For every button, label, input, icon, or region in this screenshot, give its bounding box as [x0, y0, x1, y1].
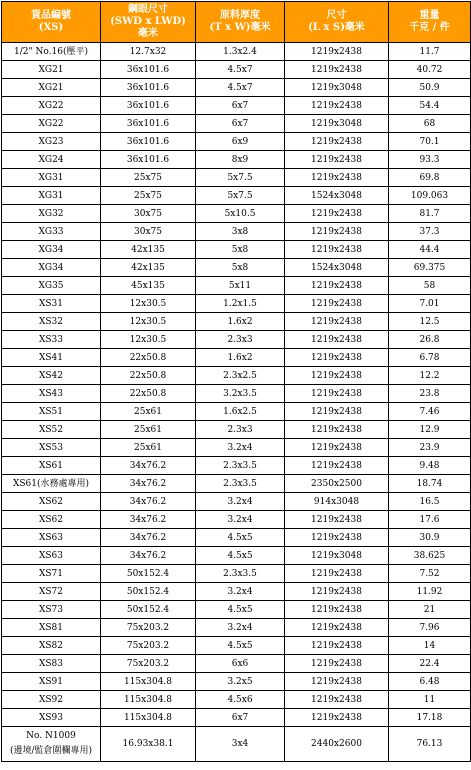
cell-weight: 69.375 — [389, 259, 471, 277]
cell-product-code: XS91 — [2, 673, 101, 691]
cell-mesh-size: 50x152.4 — [101, 565, 196, 583]
cell-mesh-size: 16.93x38.1 — [101, 727, 196, 762]
cell-mesh-size: 75x203.2 — [101, 637, 196, 655]
table-row — [2, 205, 471, 223]
cell-product-code: XS53 — [2, 439, 101, 457]
table-row — [2, 493, 471, 511]
cell-product-code: 1/2" No.16(壓平) — [2, 43, 101, 61]
header-line: 尺寸 — [326, 10, 347, 21]
product-spec-table — [1, 1, 471, 762]
cell-thickness: 4.5x6 — [196, 691, 285, 709]
cell-sheet-size: 1219x2438 — [285, 331, 389, 349]
cell-product-code: XS51 — [2, 403, 101, 421]
table-row — [2, 655, 471, 673]
table-row — [2, 259, 471, 277]
cell-weight: 23.8 — [389, 385, 471, 403]
cell-product-code: XS73 — [2, 601, 101, 619]
cell-thickness: 2.3x3 — [196, 331, 285, 349]
cell-product-code: XS31 — [2, 295, 101, 313]
table-row — [2, 673, 471, 691]
cell-weight: 12.5 — [389, 313, 471, 331]
cell-thickness: 3.2x4 — [196, 493, 285, 511]
cell-thickness: 5x8 — [196, 259, 285, 277]
cell-sheet-size: 1219x2438 — [285, 295, 389, 313]
cell-thickness: 1.6x2.5 — [196, 403, 285, 421]
cell-product-code: XS82 — [2, 637, 101, 655]
cell-sheet-size: 1219x2438 — [285, 313, 389, 331]
cell-mesh-size: 25x75 — [101, 187, 196, 205]
cell-product-code: XG34 — [2, 241, 101, 259]
cell-mesh-size: 22x50.8 — [101, 385, 196, 403]
table-row — [2, 637, 471, 655]
cell-product-code — [2, 727, 101, 762]
cell-thickness: 2.3x3.5 — [196, 475, 285, 493]
cell-thickness: 5x11 — [196, 277, 285, 295]
cell-sheet-size: 1219x2438 — [285, 673, 389, 691]
table-row — [2, 511, 471, 529]
table-row — [2, 187, 471, 205]
cell-sheet-size: 1219x2438 — [285, 457, 389, 475]
cell-sheet-size: 1219x2438 — [285, 439, 389, 457]
table-row — [2, 583, 471, 601]
cell-weight: 7.96 — [389, 619, 471, 637]
cell-thickness: 3.2x4 — [196, 511, 285, 529]
cell-thickness: 1.6x2 — [196, 313, 285, 331]
cell-product-code: XG31 — [2, 187, 101, 205]
cell-mesh-size: 30x75 — [101, 223, 196, 241]
cell-sheet-size: 1219x3048 — [285, 115, 389, 133]
table-row — [2, 691, 471, 709]
cell-thickness: 4.5x5 — [196, 637, 285, 655]
cell-mesh-size: 34x76.2 — [101, 493, 196, 511]
table-row — [2, 277, 471, 295]
header-line: 重量 — [419, 10, 440, 21]
cell-thickness: 5x8 — [196, 241, 285, 259]
cell-weight: 50.9 — [389, 79, 471, 97]
cell-sheet-size: 1219x3048 — [285, 547, 389, 565]
table-row — [2, 61, 471, 79]
cell-mesh-size: 25x75 — [101, 169, 196, 187]
table-row-last — [2, 727, 471, 762]
cell-product-code: XS61 — [2, 457, 101, 475]
cell-weight: 109.063 — [389, 187, 471, 205]
cell-weight: 58 — [389, 277, 471, 295]
cell-sheet-size: 1219x2438 — [285, 205, 389, 223]
cell-thickness: 5x7.5 — [196, 169, 285, 187]
cell-thickness: 8x9 — [196, 151, 285, 169]
cell-thickness: 3.2x5 — [196, 673, 285, 691]
cell-product-code: XS81 — [2, 619, 101, 637]
cell-sheet-size: 1219x2438 — [285, 619, 389, 637]
cell-thickness: 4.5x7 — [196, 79, 285, 97]
cell-sheet-size: 1219x2438 — [285, 385, 389, 403]
cell-mesh-size: 12x30.5 — [101, 295, 196, 313]
cell-sheet-size: 1219x2438 — [285, 403, 389, 421]
cell-thickness: 2.3x3.5 — [196, 565, 285, 583]
cell-product-code: XS92 — [2, 691, 101, 709]
cell-weight: 69.8 — [389, 169, 471, 187]
cell-weight: 76.13 — [389, 727, 471, 762]
header-line: 千克 / 件 — [409, 22, 450, 33]
cell-product-code: XS41 — [2, 349, 101, 367]
cell-weight: 11 — [389, 691, 471, 709]
cell-product-code: XG32 — [2, 205, 101, 223]
cell-mesh-size: 36x101.6 — [101, 79, 196, 97]
cell-mesh-size: 30x75 — [101, 205, 196, 223]
cell-product-code: XS63 — [2, 529, 101, 547]
cell-product-code: XG21 — [2, 79, 101, 97]
cell-mesh-size: 12x30.5 — [101, 331, 196, 349]
cell-sheet-size: 1219x2438 — [285, 223, 389, 241]
cell-product-code: XS32 — [2, 313, 101, 331]
cell-mesh-size: 36x101.6 — [101, 115, 196, 133]
cell-mesh-size: 34x76.2 — [101, 529, 196, 547]
cell-sheet-size: 1219x2438 — [285, 655, 389, 673]
cell-mesh-size: 22x50.8 — [101, 349, 196, 367]
cell-sheet-size: 2350x2500 — [285, 475, 389, 493]
cell-product-code: XS83 — [2, 655, 101, 673]
cell-thickness: 5x10.5 — [196, 205, 285, 223]
cell-sheet-size: 1219x2438 — [285, 583, 389, 601]
cell-thickness: 6x7 — [196, 709, 285, 727]
cell-product-code: XS62 — [2, 493, 101, 511]
cell-mesh-size: 115x304.8 — [101, 673, 196, 691]
cell-thickness: 5x7.5 — [196, 187, 285, 205]
table-row — [2, 475, 471, 493]
cell-sheet-size: 1219x2438 — [285, 169, 389, 187]
cell-weight: 21 — [389, 601, 471, 619]
cell-thickness: 1.2x1.5 — [196, 295, 285, 313]
cell-mesh-size: 50x152.4 — [101, 583, 196, 601]
cell-sheet-size: 1219x2438 — [285, 601, 389, 619]
table-row — [2, 547, 471, 565]
header-line: 原料厚度 — [220, 10, 260, 21]
cell-mesh-size: 42x135 — [101, 259, 196, 277]
cell-mesh-size: 12x30.5 — [101, 313, 196, 331]
cell-line: No. N1009 — [26, 731, 76, 741]
header-line: 毫米 — [138, 28, 158, 39]
table-row — [2, 367, 471, 385]
cell-thickness: 1.3x2.4 — [196, 43, 285, 61]
cell-weight: 54.4 — [389, 97, 471, 115]
cell-weight: 12.9 — [389, 421, 471, 439]
cell-thickness: 3.2x3.5 — [196, 385, 285, 403]
cell-thickness: 2.3x3.5 — [196, 457, 285, 475]
cell-weight: 22.4 — [389, 655, 471, 673]
cell-mesh-size: 75x203.2 — [101, 655, 196, 673]
cell-weight: 7.52 — [389, 565, 471, 583]
cell-weight: 6.48 — [389, 673, 471, 691]
cell-product-code: XG22 — [2, 115, 101, 133]
table-row — [2, 79, 471, 97]
cell-weight: 81.7 — [389, 205, 471, 223]
cell-weight: 18.74 — [389, 475, 471, 493]
table-body — [2, 43, 471, 762]
table-row — [2, 565, 471, 583]
cell-mesh-size: 36x101.6 — [101, 133, 196, 151]
cell-weight: 93.3 — [389, 151, 471, 169]
cell-sheet-size: 914x3048 — [285, 493, 389, 511]
cell-mesh-size: 25x61 — [101, 421, 196, 439]
header-weight — [389, 2, 471, 43]
cell-mesh-size: 34x76.2 — [101, 547, 196, 565]
cell-sheet-size: 1219x2438 — [285, 151, 389, 169]
header-sheet-size — [285, 2, 389, 43]
cell-mesh-size: 34x76.2 — [101, 511, 196, 529]
cell-thickness: 3.2x4 — [196, 439, 285, 457]
cell-weight: 23.9 — [389, 439, 471, 457]
cell-weight: 16.5 — [389, 493, 471, 511]
cell-weight: 7.01 — [389, 295, 471, 313]
cell-mesh-size: 36x101.6 — [101, 151, 196, 169]
cell-sheet-size: 1219x2438 — [285, 637, 389, 655]
cell-weight: 37.3 — [389, 223, 471, 241]
cell-mesh-size: 45x135 — [101, 277, 196, 295]
cell-mesh-size: 34x76.2 — [101, 457, 196, 475]
cell-product-code: XG23 — [2, 133, 101, 151]
cell-weight: 38.625 — [389, 547, 471, 565]
cell-sheet-size: 1219x2438 — [285, 709, 389, 727]
header-line: (T x W)毫米 — [209, 22, 271, 33]
cell-weight: 70.1 — [389, 133, 471, 151]
table-row — [2, 43, 471, 61]
cell-weight: 11.7 — [389, 43, 471, 61]
table-row — [2, 223, 471, 241]
cell-sheet-size: 1219x2438 — [285, 277, 389, 295]
cell-weight: 26.8 — [389, 331, 471, 349]
table-row — [2, 115, 471, 133]
cell-thickness: 6x9 — [196, 133, 285, 151]
cell-product-code: XS93 — [2, 709, 101, 727]
header-product-code — [2, 2, 101, 43]
header-line: (L x S)毫米 — [308, 22, 365, 33]
cell-thickness: 1.6x2 — [196, 349, 285, 367]
cell-sheet-size: 1219x2438 — [285, 43, 389, 61]
cell-thickness: 2.3x3 — [196, 421, 285, 439]
table-row — [2, 295, 471, 313]
table-row — [2, 457, 471, 475]
cell-mesh-size: 22x50.8 — [101, 367, 196, 385]
cell-product-code: XG34 — [2, 259, 101, 277]
table-row — [2, 601, 471, 619]
cell-weight: 12.2 — [389, 367, 471, 385]
header-line: (SWD x LWD) — [110, 16, 186, 27]
cell-thickness: 3x8 — [196, 223, 285, 241]
cell-mesh-size: 115x304.8 — [101, 709, 196, 727]
cell-mesh-size: 50x152.4 — [101, 601, 196, 619]
cell-mesh-size: 115x304.8 — [101, 691, 196, 709]
table-row — [2, 97, 471, 115]
cell-product-code: XG21 — [2, 61, 101, 79]
table-row — [2, 385, 471, 403]
cell-product-code: XS72 — [2, 583, 101, 601]
cell-weight: 11.92 — [389, 583, 471, 601]
cell-thickness: 4.5x7 — [196, 61, 285, 79]
table-row — [2, 529, 471, 547]
cell-sheet-size: 1219x2438 — [285, 97, 389, 115]
cell-mesh-size: 25x61 — [101, 403, 196, 421]
cell-mesh-size: 42x135 — [101, 241, 196, 259]
cell-weight: 40.72 — [389, 61, 471, 79]
cell-product-code: XS52 — [2, 421, 101, 439]
cell-thickness: 2.3x2.5 — [196, 367, 285, 385]
table-row — [2, 619, 471, 637]
table-row — [2, 439, 471, 457]
cell-mesh-size: 36x101.6 — [101, 97, 196, 115]
cell-thickness: 6x7 — [196, 97, 285, 115]
cell-sheet-size: 1219x3048 — [285, 79, 389, 97]
cell-thickness: 6x6 — [196, 655, 285, 673]
header-line: (XS) — [38, 22, 64, 33]
cell-product-code: XS71 — [2, 565, 101, 583]
cell-weight: 7.46 — [389, 403, 471, 421]
table-row — [2, 241, 471, 259]
table-row — [2, 133, 471, 151]
cell-product-code: XS42 — [2, 367, 101, 385]
cell-product-code: XS62 — [2, 511, 101, 529]
cell-thickness: 3.2x4 — [196, 583, 285, 601]
cell-weight: 6.78 — [389, 349, 471, 367]
cell-thickness: 4.5x5 — [196, 547, 285, 565]
cell-product-code: XS61(水務處專用) — [2, 475, 101, 493]
cell-weight: 44.4 — [389, 241, 471, 259]
cell-sheet-size: 1219x2438 — [285, 691, 389, 709]
cell-thickness: 4.5x5 — [196, 529, 285, 547]
header-row — [2, 2, 471, 43]
header-line: 貨品編號 — [31, 10, 71, 21]
cell-weight: 17.6 — [389, 511, 471, 529]
cell-sheet-size: 1219x2438 — [285, 61, 389, 79]
cell-line: (邊境/監倉圍欄專用) — [9, 746, 93, 756]
cell-sheet-size: 1219x2438 — [285, 241, 389, 259]
cell-mesh-size: 34x76.2 — [101, 475, 196, 493]
cell-product-code: XG22 — [2, 97, 101, 115]
cell-product-code: XS43 — [2, 385, 101, 403]
cell-sheet-size: 1524x3048 — [285, 187, 389, 205]
cell-mesh-size: 12.7x32 — [101, 43, 196, 61]
cell-sheet-size: 1219x2438 — [285, 133, 389, 151]
cell-weight: 68 — [389, 115, 471, 133]
cell-sheet-size: 1219x2438 — [285, 529, 389, 547]
header-mesh-size — [101, 2, 196, 43]
cell-sheet-size: 1219x2438 — [285, 349, 389, 367]
header-material-thickness — [196, 2, 285, 43]
table-row — [2, 709, 471, 727]
table-row — [2, 331, 471, 349]
cell-thickness: 4.5x5 — [196, 601, 285, 619]
table-row — [2, 403, 471, 421]
cell-sheet-size: 1219x2438 — [285, 421, 389, 439]
cell-mesh-size: 25x61 — [101, 439, 196, 457]
table-row — [2, 421, 471, 439]
cell-mesh-size: 36x101.6 — [101, 61, 196, 79]
cell-product-code: XG31 — [2, 169, 101, 187]
cell-product-code: XG35 — [2, 277, 101, 295]
cell-sheet-size: 1219x2438 — [285, 511, 389, 529]
cell-product-code: XS33 — [2, 331, 101, 349]
cell-thickness: 6x7 — [196, 115, 285, 133]
table-row — [2, 313, 471, 331]
cell-thickness: 3x4 — [196, 727, 285, 762]
cell-weight: 17.18 — [389, 709, 471, 727]
cell-product-code: XG33 — [2, 223, 101, 241]
cell-product-code: XS63 — [2, 547, 101, 565]
cell-sheet-size: 2440x2600 — [285, 727, 389, 762]
cell-weight: 14 — [389, 637, 471, 655]
table-row — [2, 169, 471, 187]
cell-mesh-size: 75x203.2 — [101, 619, 196, 637]
cell-sheet-size: 1219x2438 — [285, 565, 389, 583]
header-line: 鋼眼尺寸 — [128, 4, 168, 15]
cell-weight: 30.9 — [389, 529, 471, 547]
table-row — [2, 151, 471, 169]
cell-thickness: 3.2x4 — [196, 619, 285, 637]
cell-product-code: XG24 — [2, 151, 101, 169]
cell-sheet-size: 1219x2438 — [285, 367, 389, 385]
cell-sheet-size: 1524x3048 — [285, 259, 389, 277]
table-row — [2, 349, 471, 367]
cell-weight: 9.48 — [389, 457, 471, 475]
